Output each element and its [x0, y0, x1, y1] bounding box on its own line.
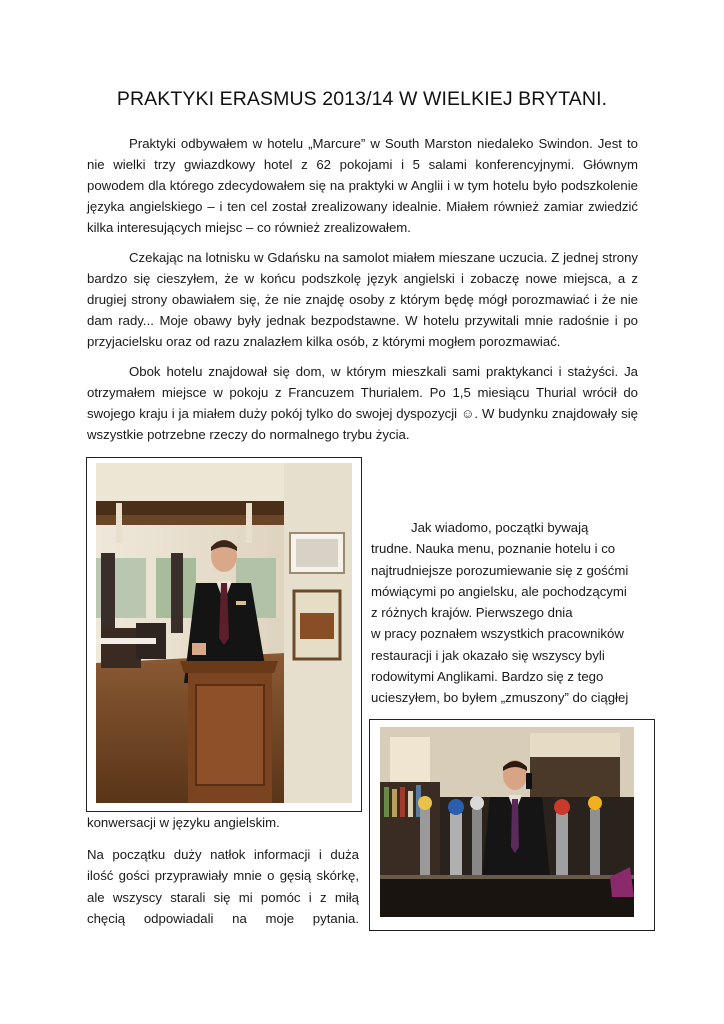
paragraph-airport: Czekając na lotnisku w Gdańsku na samolot miałem mieszane uczucia. Z jednej strony bardzo się cieszyłem, że w końcu podszkolę język angielski i zobaczę nowe miejsca, a z drugiej strony obawiałem się, że nie znajdę osoby z którym będę mógł porozmawiać i że nie dam rady... Moje obawy były jednak bezpodstawne. W hotelu przywitali mnie radośnie i po przyjacielsku oraz od razu znalazłem kilka osób, z którymi mogłem porozmawiać. [87, 250, 638, 349]
paragraph-conversation: konwersacji w języku angielskim. [87, 815, 280, 830]
paragraph-intro: Praktyki odbywałem w hotelu „Marcure” w South Marston niedaleko Swindon. Jest to nie wielki trzy gwiazdkowy hotel z 62 pokojami i 5 salami konferencyjnymi. Głównym powodem dla którego zdecydowałem się na praktyki w Anglii i w tym hotelu było podszkolenie języka angielskiego – i ten cel został zrealizowany idealnie. Miałem również zamiar zwiedzić kilka interesujących miejsc – co również zrealizowałem. [87, 136, 638, 235]
bar-photo [380, 727, 634, 917]
side-text-line: z różnych krajów. Pierwszego dnia [371, 605, 573, 621]
side-text-line: rodowitymi Anglikami. Bardzo się z tego [371, 669, 604, 685]
side-text-block [371, 517, 636, 709]
paragraph-housing: Obok hotelu znajdował się dom, w którym mieszkali sami praktykanci i stażyści. Ja otrzymałem miejsce w pokoju z Francuzem Thurialem. Po 1,5 miesiącu Thurial wrócił do swojego kraju i ja miałem duży pokój tylko do swojej dyspozycji ☺. W budynku znajdowały się wszystkie potrzebne rzeczy do normalnego trybu życia. [87, 364, 638, 442]
side-text-line: mówiącymi po angielsku, ale pochodzącymi [371, 583, 627, 599]
restaurant-photo-frame [86, 457, 362, 812]
side-text-line: trudne. Nauka menu, poznanie hotelu i co [371, 541, 616, 557]
side-text-line: Jak wiadomo, początki bywają [411, 520, 589, 535]
side-text-line: w pracy poznałem wszystkich pracowników [371, 626, 624, 642]
side-text-line: ucieszyłem, bo byłem „zmuszony” do ciągłej [371, 690, 629, 706]
side-text-line: najtrudniejsze porozumiewanie się z gośćmi [371, 562, 629, 578]
side-text-line: restauracji i jak okazało się wszyscy byli [371, 647, 605, 663]
page-title: PRAKTYKI ERASMUS 2013/14 W WIELKIEJ BRYTANI. [116, 88, 608, 110]
bar-photo-frame [369, 719, 655, 931]
restaurant-photo [96, 463, 352, 803]
paragraph-beginning: Na początku duży natłok informacji i duża ilość gości przyprawiały mnie o gęsią skórkę, ale wszyscy starali się mi pomóc i z miłą chęcią odpowiadali na moje pytania. [87, 847, 359, 926]
